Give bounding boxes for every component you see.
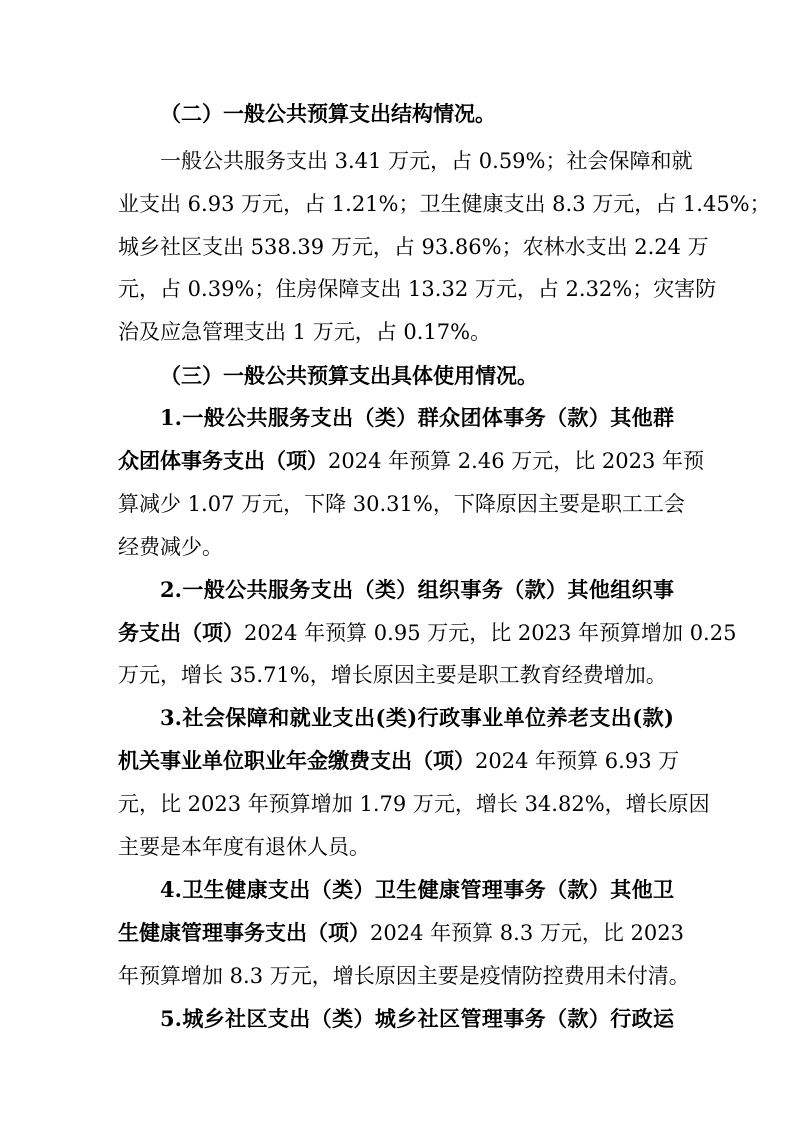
- paragraph-line: 元，占 0.39%；住房保障支出 13.32 万元，占 2.32%；灾害防: [118, 277, 717, 301]
- paragraph-line: 算减少 1.07 万元，下降 30.31%，下降原因主要是职工工会: [118, 492, 685, 516]
- item-2-heading: 2.一般公共服务支出（类）组织事务（款）其他组织事: [160, 577, 674, 602]
- paragraph-line: 主要是本年度有退休人员。: [118, 835, 370, 859]
- section-heading-structure: （二）一般公共预算支出结构情况。: [160, 101, 496, 126]
- item-5-heading: 5.城乡社区支出（类）城乡社区管理事务（款）行政运: [160, 1006, 674, 1031]
- paragraph-line: 业支出 6.93 万元，占 1.21%；卫生健康支出 8.3 万元，占 1.45%；: [118, 192, 771, 216]
- section-heading-usage: （三）一般公共预算支出具体使用情况。: [160, 363, 538, 388]
- item-4-line: [118, 918, 684, 948]
- paragraph-line: 一般公共服务支出 3.41 万元，占 0.59%；社会保障和就: [160, 149, 693, 173]
- item-1-line: [118, 446, 705, 476]
- paragraph-line: 元，比 2023 年预算增加 1.79 万元，增长 34.82%，增长原因: [118, 792, 710, 816]
- paragraph-line: 万元，增长 35.71%，增长原因主要是职工教育经费增加。: [118, 663, 667, 687]
- item-4-text: 2024 年预算 8.3 万元，比 2023: [370, 921, 684, 945]
- item-3-line: [118, 746, 680, 776]
- paragraph-line: 城乡社区支出 538.39 万元，占 93.86%；农林水支出 2.24 万: [118, 235, 709, 259]
- paragraph-line: 经费减少。: [118, 535, 223, 559]
- paragraph-line: 治及应急管理支出 1 万元，占 0.17%。: [118, 320, 492, 344]
- item-1-heading: 1.一般公共服务支出（类）群众团体事务（款）其他群: [160, 405, 674, 430]
- item-3-text: 2024 年预算 6.93 万: [475, 749, 680, 773]
- item-2-heading-tail: 务支出（项）: [118, 620, 244, 645]
- item-2-line: [118, 618, 737, 648]
- item-1-heading-tail: 众团体事务支出（项）: [118, 448, 328, 473]
- item-4-heading: 4.卫生健康支出（类）卫生健康管理事务（款）其他卫: [160, 877, 674, 902]
- item-4-heading-tail: 生健康管理事务支出（项）: [118, 920, 370, 945]
- paragraph-line: 年预算增加 8.3 万元，增长原因主要是疫情防控费用未付清。: [118, 964, 690, 988]
- item-3-heading-tail: 机关事业单位职业年金缴费支出（项）: [118, 748, 475, 773]
- item-3-heading: 3.社会保障和就业支出(类)行政事业单位养老支出(款): [160, 705, 674, 730]
- item-2-text: 2024 年预算 0.95 万元，比 2023 年预算增加 0.25: [244, 621, 737, 645]
- item-1-text: 2024 年预算 2.46 万元，比 2023 年预: [328, 449, 705, 473]
